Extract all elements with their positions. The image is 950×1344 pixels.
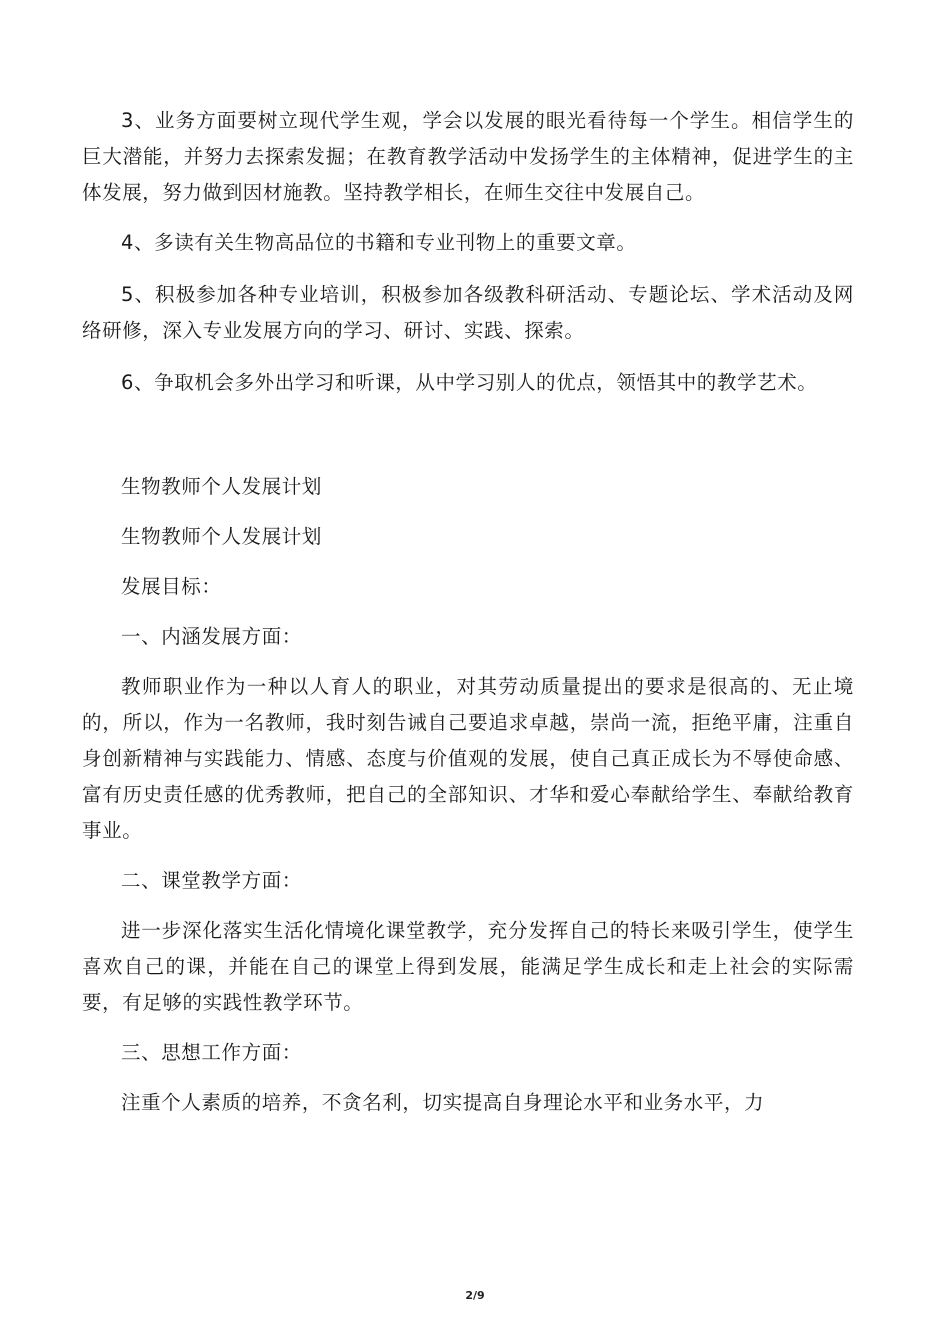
paragraph-spacer (82, 1021, 854, 1035)
heading-connotation: 一、内涵发展方面： (121, 625, 302, 648)
paragraph-spacer (82, 849, 854, 863)
heading-classroom: 二、课堂教学方面： (121, 869, 302, 892)
paragraph-ideology: 注重个人素质的培养，不贪名利，切实提高自身理论水平和业务水平，力 (121, 1091, 765, 1114)
paragraph-spacer (82, 1071, 854, 1085)
paragraph-item-6: 6、争取机会多外出学习和听课，从中学习别人的优点，领悟其中的教学艺术。 (121, 371, 818, 394)
paragraph-spacer (82, 349, 854, 365)
paragraph-spacer (82, 899, 854, 913)
paragraph-spacer (82, 605, 854, 619)
goals-heading: 发展目标： (121, 575, 222, 598)
paragraph-classroom: 进一步深化落实生活化情境化课堂教学，充分发挥自己的特长来吸引学生，使学生喜欢自己的课，并能在自己的课堂上得到发展，能满足学生成长和走上社会的实际需要，有足够的实践性教学环节。 (82, 919, 854, 1014)
paragraph-connotation: 教师职业作为一种以人育人的职业，对其劳动质量提出的要求是很高的、无止境的，所以，作为一名教师，我时刻告诫自己要追求卓越，崇尚一流，拒绝平庸，注重自身创新精神与实践能力、情感、态度与价值观的发展，使自己真正成长为不辱使命感、富有历史责任感的优秀教师，把自己的全部知识、才华和爱心奉献给学生、奉献给教育事业。 (82, 675, 854, 842)
paragraph-spacer (82, 655, 854, 669)
section-title: 生物教师个人发展计划 (121, 475, 323, 498)
paragraph-spacer (82, 555, 854, 569)
paragraph-spacer (82, 261, 854, 277)
section-spacer (82, 401, 854, 469)
section-subtitle: 生物教师个人发展计划 (121, 525, 323, 548)
paragraph-item-5: 5、积极参加各种专业培训，积极参加各级教科研活动、专题论坛、学术活动及网络研修，深入专业发展方向的学习、研讨、实践、探索。 (82, 283, 854, 342)
paragraph-spacer (82, 211, 854, 225)
heading-ideology: 三、思想工作方面： (121, 1041, 302, 1064)
paragraph-item-4: 4、多读有关生物高品位的书籍和专业刊物上的重要文章。 (121, 231, 637, 254)
paragraph-spacer (82, 505, 854, 519)
page-number: 2/9 (465, 1289, 485, 1302)
document-page (82, 103, 854, 1121)
paragraph-item-3: 3、业务方面要树立现代学生观，学会以发展的眼光看待每一个学生。相信学生的巨大潜能，并努力去探索发掘；在教育教学活动中发扬学生的主体精神，促进学生的主体发展，努力做到因材施教。坚持教学相长，在师生交往中发展自己。 (82, 109, 854, 204)
